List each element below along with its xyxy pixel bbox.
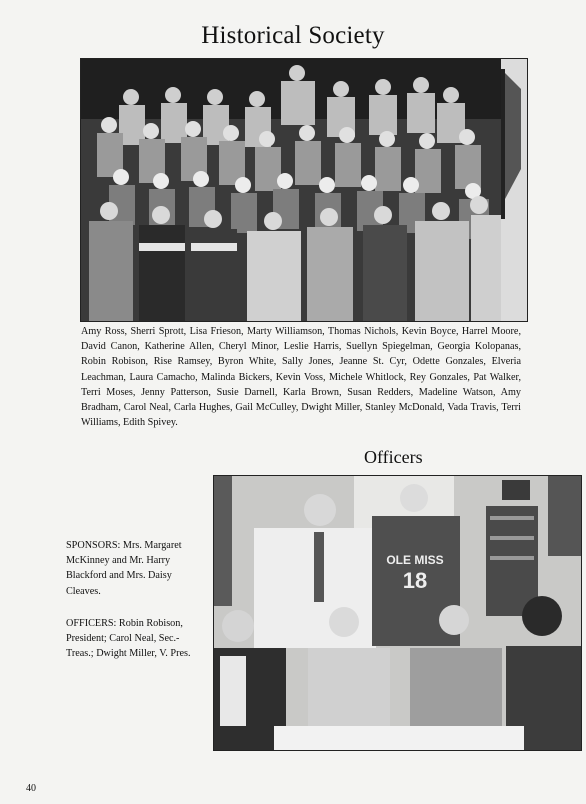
officers-photo xyxy=(213,475,582,751)
shirt-number: 18 xyxy=(402,568,428,593)
group-photo-figures xyxy=(81,59,527,321)
officers-text: OFFICERS: Robin Robison, President; Carol Neal, Sec.-Treas.; Dwight Miller, V. Pres. xyxy=(66,618,191,660)
officers-heading: Officers xyxy=(364,447,423,467)
member-names-caption: Amy Ross, Sherri Sprott, Lisa Frieson, Marty Williamson, Thomas Nichols, Kevin Boyce, Harrel Moore, David Canon, Katherine Allen, Cheryl Minor, Leslie Harris, Suellyn Spiegelman, Georgia Kolopanas, Robin Robison, Rise Ramsey, Byron White, Sally Jones, Jeanne St. Cyr, Odette Gonzales, Elveria Leachman, Laura Camacho, Malinda Bickers, Kevin Voss, Michele Whitlock, Rey Gonzales, Pat Walker, Terri Moses, Jenny Patterson, Susie Darnell, Karla Brown, Susan Redders, Madeline Watson, Amy Bradham, Carol Neal, Carla Hughes, Gail McCulley, Dwight Miller, Stanley McDonald, Vada Travis, Terri Williams, Edith Spivey. xyxy=(81,326,521,429)
shirt-text: OLE MISS xyxy=(386,553,444,567)
page-title: Historical Society xyxy=(201,22,385,49)
group-photo xyxy=(80,58,528,322)
sponsors-text: SPONSORS: Mrs. Margaret McKinney and Mr. Harry Blackford and Mrs. Daisy Cleaves. xyxy=(66,540,182,597)
officers-photo-figures xyxy=(214,476,581,750)
page-number: 40 xyxy=(26,783,36,794)
